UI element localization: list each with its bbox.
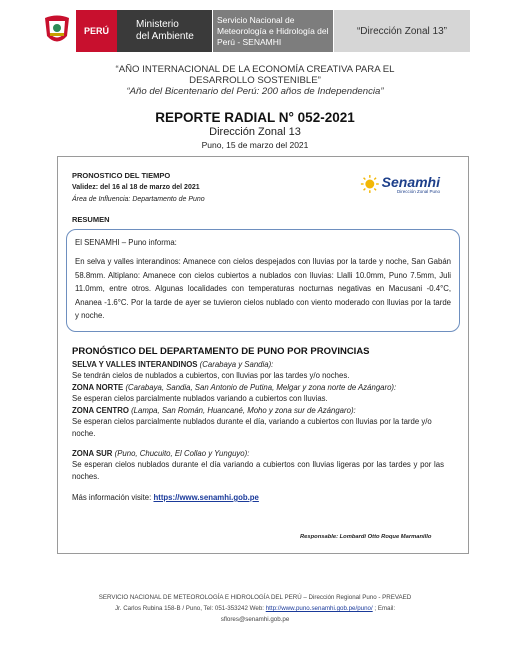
- mas-info: [72, 493, 259, 502]
- selva-label: SELVA Y VALLES INTERANDINOS: [72, 360, 198, 369]
- norte-places: (Carabaya, Sandia, San Antonio de Putina, Melgar y zona norte de Azángaro):: [125, 383, 397, 392]
- header-bar: [38, 10, 470, 52]
- validez-text: Validez: del 16 al 18 de marzo del 2021: [72, 184, 200, 191]
- selva-block: [72, 359, 444, 382]
- peru-coat-of-arms-icon: [38, 10, 76, 52]
- sur-places: (Puno, Chucuito, El Collao y Yunguyo):: [114, 449, 250, 458]
- footer-email: sflores@senamhi.gob.pe: [220, 616, 290, 623]
- centro-block: [72, 405, 444, 439]
- footer-email-label: ; Email:: [372, 605, 396, 612]
- sur-block: [72, 448, 444, 482]
- selva-places: (Carabaya y Sandia):: [199, 360, 274, 369]
- senamhi-link[interactable]: https://www.senamhi.gob.pe: [153, 493, 259, 502]
- sun-icon: [360, 173, 380, 195]
- logo-subtitle: Dirección Zonal Puno: [396, 188, 440, 194]
- sur-text: Se esperan cielos nublados durante el día variando a cubiertos con lluvias ligeras por las tardes y por las noches.: [72, 460, 444, 481]
- ministerio-line1: Ministerio: [136, 19, 179, 30]
- resumen-body: En selva y valles interandinos: Amanece con cielos despejados con lluvias por la tarde y noche, San Gabán 58.8mm. Altiplano: Amanece con cielos cubiertos a nublados con lluvias: Llalli 10.0mm, Puno 7.5mm, Juli 11.0mm, entre otros. Algunas localidades con temperaturas nocturnas negativas en Macusani -0.4°C, Ananea -1.6°C. Por la tarde de ayer se tuvieron cielos nublado con viento moderado con lluvias por la tarde y noche.: [75, 257, 451, 320]
- mas-info-label: Más información visite:: [72, 493, 154, 502]
- year-slogan: [0, 64, 510, 97]
- report-title: REPORTE RADIAL N° 052-2021: [155, 110, 355, 125]
- responsable-text: Responsable: Lombardi Otto Roque Marmanillo: [300, 534, 432, 540]
- footer: [60, 592, 450, 625]
- resumen-box: [66, 229, 460, 332]
- report-date: Puno, 15 de marzo del 2021: [201, 140, 309, 150]
- centro-places: (Lampa, San Román, Huancané, Moho y zona sur de Azángaro):: [131, 406, 356, 415]
- sur-label: ZONA SUR: [72, 449, 113, 458]
- zone-label: “Dirección Zonal 13”: [334, 10, 470, 52]
- senamhi-line3: Perú - SENAMHI: [217, 36, 282, 47]
- senamhi-label: [213, 10, 333, 52]
- norte-text: Se esperan cielos parcialmente nublados variando a cubiertos con lluvias.: [72, 394, 328, 404]
- resumen-label: RESUMEN: [72, 215, 110, 224]
- footer-web-link[interactable]: http://www.puno.senamhi.gob.pe/puno/: [265, 605, 373, 612]
- selva-text: Se tendrán cielos de nublados a cubiertos, con lluvias por las tardes y/o noches.: [72, 371, 350, 381]
- centro-label: ZONA CENTRO: [72, 406, 129, 415]
- logo-brand: Senamhi: [381, 173, 440, 190]
- area-text: Área de Influencia: Departamento de Puno: [72, 196, 205, 203]
- resumen-intro: El SENAMHI – Puno informa:: [75, 238, 177, 247]
- senamhi-logo: [360, 166, 440, 202]
- peru-label: PERÚ: [76, 10, 117, 52]
- norte-label: ZONA NORTE: [72, 383, 124, 392]
- year-line3: “Año del Bicentenario del Perú: 200 años de Independencia”: [126, 86, 384, 97]
- ministerio-line2: del Ambiente: [136, 31, 194, 42]
- year-line2: DESARROLLO SOSTENIBLE”: [189, 75, 321, 86]
- pronostico-label: PRONOSTICO DEL TIEMPO: [72, 171, 171, 180]
- footer-address: Jr. Carlos Rubina 158-B / Puno, Tel: 051-353242 Web:: [114, 605, 266, 612]
- senamhi-line2: Meteorología e Hidrología del: [217, 25, 329, 36]
- ministerio-label: [117, 10, 212, 52]
- senamhi-line1: Servicio Nacional de: [217, 14, 295, 25]
- footer-line1: SERVICIO NACIONAL DE METEOROLOGÍA E HIDROLOGÍA DEL PERÚ – Dirección Regional Puno - PREVAED: [98, 594, 412, 601]
- provincias-title: PRONÓSTICO DEL DEPARTAMENTO DE PUNO POR PROVINCIAS: [72, 346, 370, 357]
- report-subtitle: Dirección Zonal 13: [209, 126, 301, 138]
- centro-text: Se esperan cielos parcialmente nublados durante el día, variando a cubiertos con lluvias por la tarde y/o noche.: [72, 417, 432, 438]
- year-line1: “AÑO INTERNACIONAL DE LA ECONOMÍA CREATIVA PARA EL: [115, 64, 395, 75]
- norte-block: [72, 382, 444, 405]
